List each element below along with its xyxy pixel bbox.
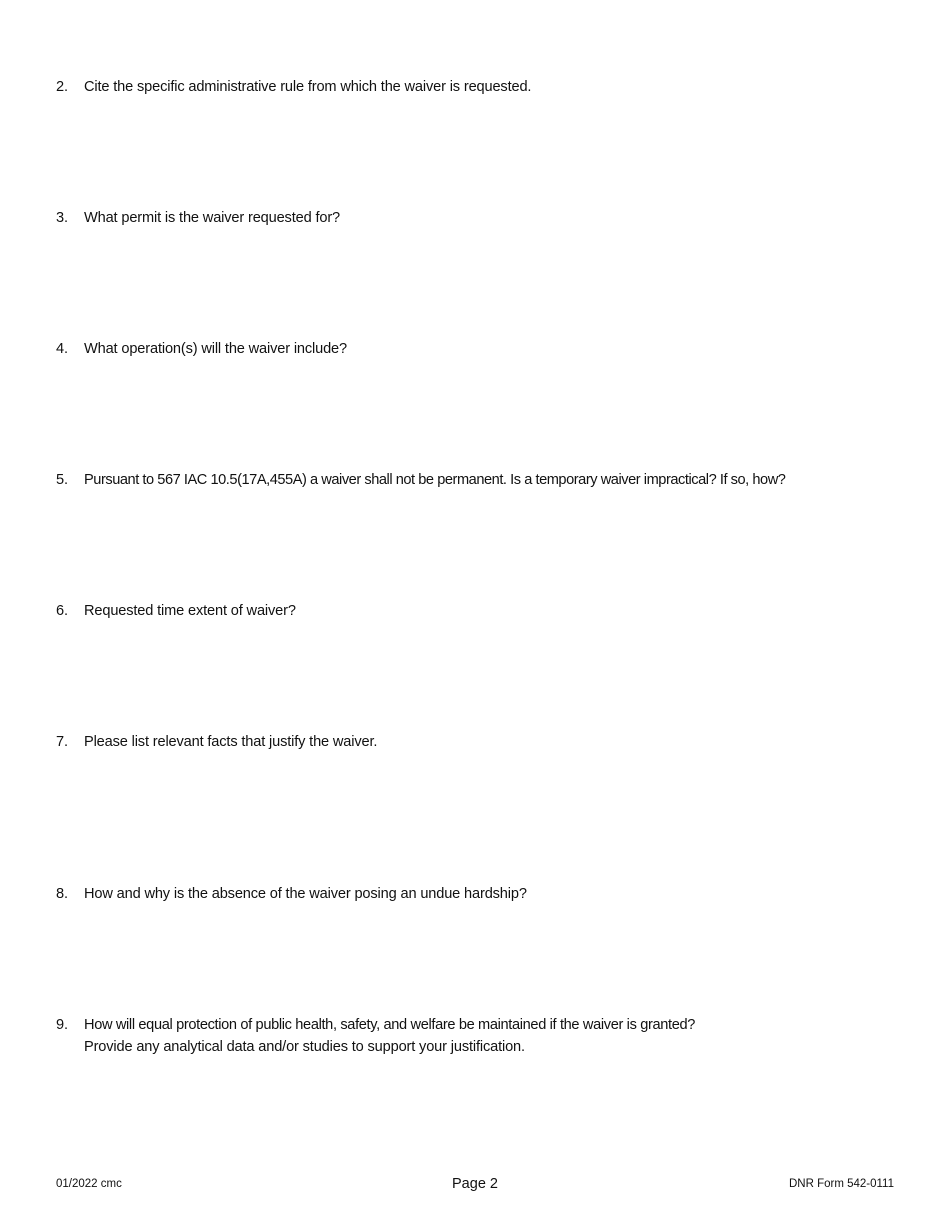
question-number: 9.: [56, 1017, 68, 1033]
question-text: How will equal protection of public health, safety, and welfare be maintained if the waiver is granted?: [84, 1017, 696, 1033]
question-text: Pursuant to 567 IAC 10.5(17A,455A) a waiver shall not be permanent. Is a temporary waiver impractical? If so, how?: [84, 472, 786, 488]
question-text: Requested time extent of waiver?: [84, 603, 296, 619]
question-text: What permit is the waiver requested for?: [84, 210, 340, 226]
question-text: What operation(s) will the waiver include?: [84, 341, 347, 357]
question-number: 6.: [56, 603, 68, 619]
footer-page-number: Page 2: [452, 1176, 498, 1192]
question-number: 7.: [56, 734, 68, 750]
question-text: Cite the specific administrative rule from which the waiver is requested.: [84, 79, 532, 95]
question-number: 8.: [56, 886, 68, 902]
question-number: 5.: [56, 472, 68, 488]
question-text: How and why is the absence of the waiver posing an undue hardship?: [84, 886, 527, 902]
question-text-line-2: Provide any analytical data and/or studies to support your justification.: [84, 1039, 525, 1055]
question-text: Please list relevant facts that justify the waiver.: [84, 734, 378, 750]
footer-form-number: DNR Form 542-0111: [788, 1178, 894, 1190]
question-number: 3.: [56, 210, 68, 226]
question-number: 2.: [56, 79, 68, 95]
footer-date: 01/2022 cmc: [56, 1178, 122, 1190]
question-number: 4.: [56, 341, 68, 357]
